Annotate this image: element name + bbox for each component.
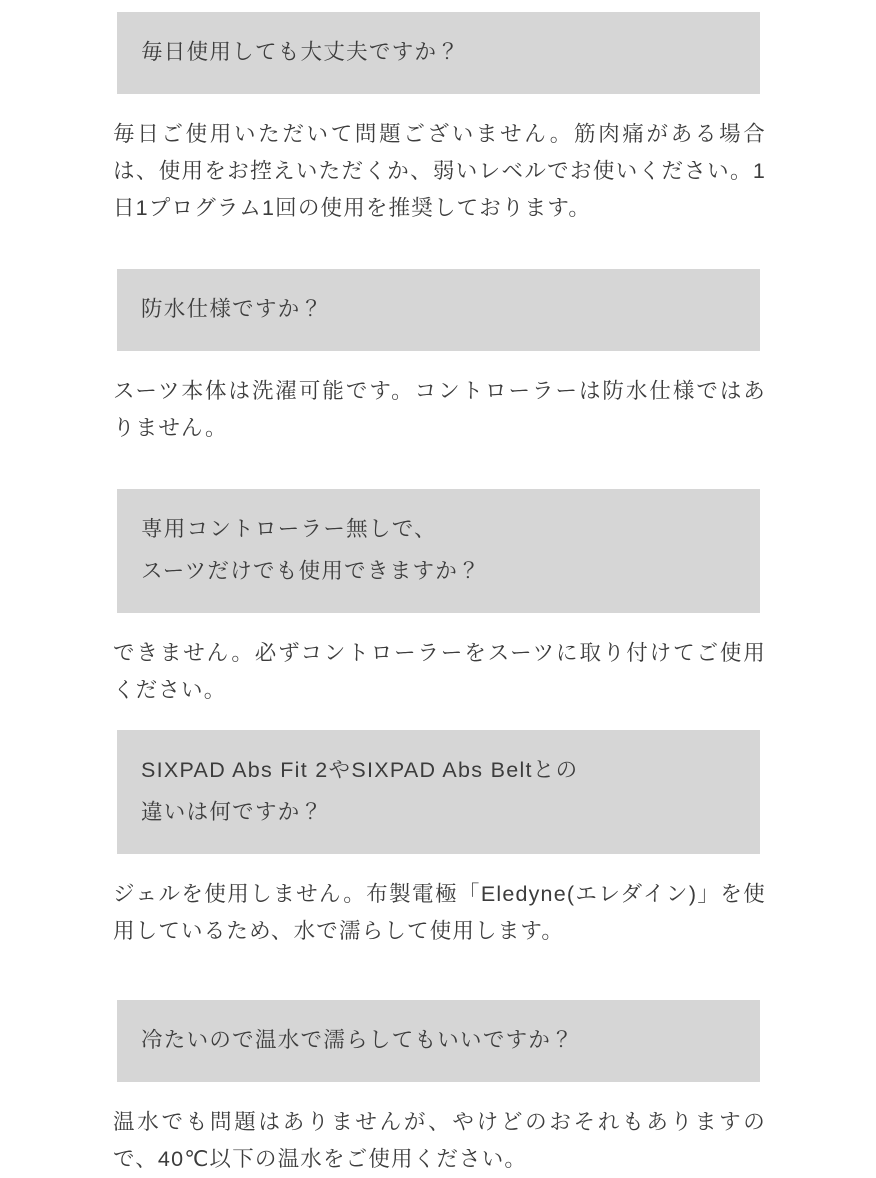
faq-question [117,1000,760,1082]
faq-question [117,730,760,854]
faq-answer: 温水でも問題はありませんが、やけどのおそれもありますので、40℃以下の温水をご使用ください。 [113,1110,766,1172]
faq-question [117,489,760,613]
faq-question-line: 違いは何ですか？ [141,800,324,825]
faq-question-line: 冷たいので温水で濡らしてもいいですか？ [141,1028,575,1053]
faq-question-line: 毎日使用しても大丈夫ですか？ [141,40,461,64]
faq-question-line: SIXPAD Abs Fit 2やSIXPAD Abs Beltとの [141,758,579,783]
faq-answer: ジェルを使用しません。布製電極「Eledyne(エレダイン)」を使用しているため、水で濡らして使用します。 [113,882,766,944]
faq-answer: できません。必ずコントローラーをスーツに取り付けてご使用ください。 [113,640,766,702]
faq-item [0,12,876,227]
faq-item [0,489,876,709]
faq-item [0,269,876,447]
top-spacer [0,0,876,12]
faq-item [0,730,876,950]
faq-answer: スーツ本体は洗濯可能です。コントローラーは防水仕様ではありません。 [113,378,766,440]
faq-question [117,12,760,94]
faq-question-line: 専用コントローラー無しで、 [141,516,437,541]
faq-item [0,1000,876,1178]
faq-question [117,269,760,351]
faq-answer: 毎日ご使用いただいて問題ございません。筋肉痛がある場合は、使用をお控えいただくか、弱いレベルでお使いください。1日1プログラム1回の使用を推奨しております。 [113,121,766,220]
faq-question-line: 防水仕様ですか？ [141,296,324,321]
faq-question-line: スーツだけでも使用できますか？ [141,558,481,583]
